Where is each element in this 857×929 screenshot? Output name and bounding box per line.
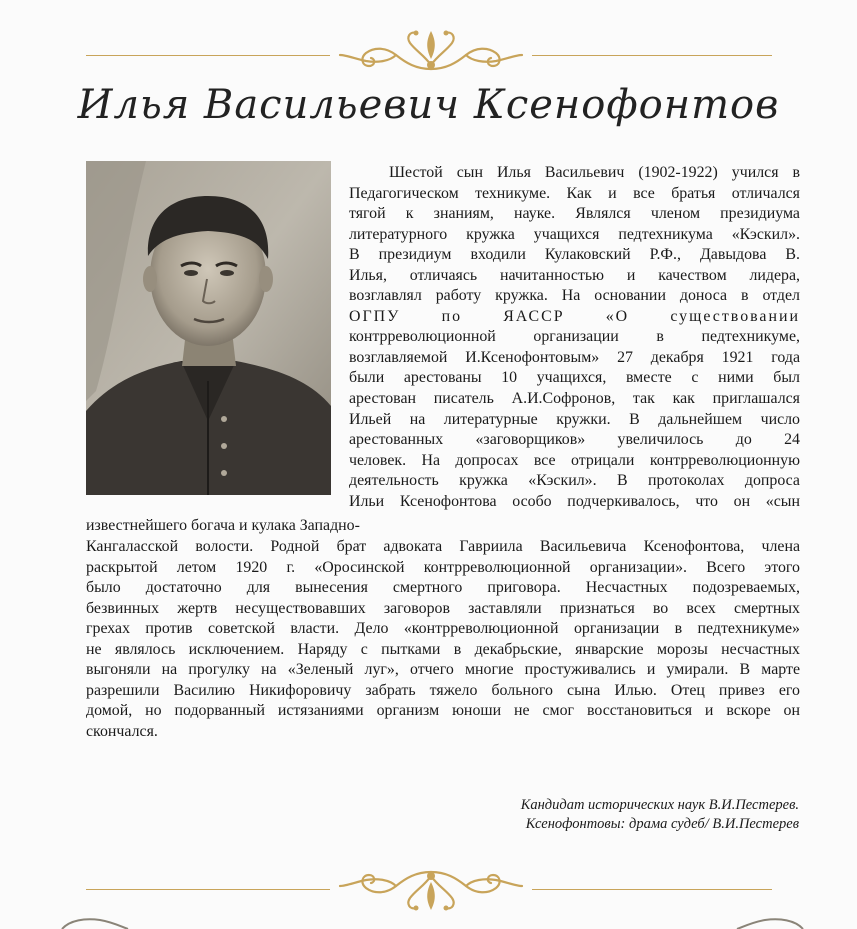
- text-line: возглавлял работу кружка. На основании доноса в отдел: [349, 287, 800, 305]
- text-line: было достаточно для вынесения смертного приговора. Несчастных подозреваемых,: [86, 579, 800, 597]
- text-line: скончался.: [86, 722, 158, 740]
- credit-source: Ксенофонтовы: драма судеб/ В.И.Пестерев: [525, 816, 799, 832]
- text-line: известнейшего богача и кулака Западно-: [86, 517, 360, 534]
- text-line: Илья, отличаясь начитанностью и качеством лидера,: [349, 266, 800, 284]
- text-line: не являлось исключением. Наряду с пытками в декабрьские, январские морозы несчастных: [86, 640, 800, 658]
- text-line: грехах против советской власти. Дело «контрреволюционной организации в педтехникуме»: [86, 620, 800, 638]
- text-line: контрреволюционной организации в педтехникуме,: [349, 328, 800, 346]
- corner-ornament-right-icon: [735, 918, 805, 929]
- text-line: арестован писатель А.И.Софронов, так как приглашался: [349, 390, 800, 408]
- source-credit: [521, 796, 799, 834]
- portrait-photo: [86, 161, 331, 495]
- bottom-rule-right: [532, 889, 772, 890]
- text-line: ОГПУ по ЯАССР «О существовании: [349, 307, 800, 325]
- text-line: деятельность кружка «Кэскил». В протоколах допроса: [349, 472, 800, 490]
- text-line: домой, но подорванный истязаниями организм юноши не смог восстановиться и вскоре он: [86, 702, 800, 720]
- text-line: Ильи Ксенофонтова особо подчеркивалось, что он «сын: [349, 492, 800, 510]
- top-rule-left: [86, 55, 330, 56]
- text-line: тягой к знаниям, науке. Являлся членом президиума: [349, 205, 800, 223]
- text-line: разрешили Василию Никифоровичу забрать тяжело больного сына Илью. Отец привез его: [86, 681, 800, 699]
- top-rule-right: [532, 55, 772, 56]
- text-line: возглавляемой И.Ксенофонтовым» 27 декабря 1921 года: [349, 348, 800, 366]
- credit-author: Кандидат исторических наук В.И.Пестерев.: [520, 797, 799, 813]
- text-line: арестованных «заговорщиков» увеличилось до 24: [349, 431, 800, 449]
- text-line: человек. На допросах все отрицали контрреволюционную: [349, 451, 800, 469]
- corner-ornament-left-icon: [60, 918, 130, 929]
- text-line: Кангаласской волости. Родной брат адвоката Гавриила Васильевича Ксенофонтова, члена: [86, 538, 800, 555]
- text-line: Ильей на литературные кружки. В дальнейшем число: [349, 410, 800, 428]
- body-text-full: [86, 537, 800, 742]
- text-line: были арестованы 10 учащихся, вместе с ними был: [349, 369, 800, 387]
- top-ornament-icon: [336, 25, 526, 75]
- body-text-wrap-line: [86, 516, 486, 537]
- text-line: выгоняли на прогулку на «Зеленый луг», отчего многие простуживались и умирали. В марте: [86, 661, 800, 679]
- text-line: раскрытой летом 1920 г. «Оросинской контрреволюционной организации». Всего этого: [86, 558, 800, 576]
- bottom-rule-left: [86, 889, 330, 890]
- text-line: Педагогическом техникуме. Как и все братья отличался: [349, 184, 800, 202]
- page-title: Илья Васильевич Ксенофонтов: [77, 82, 780, 128]
- text-line: В президиум входили Кулаковский Р.Ф., Давыдова В.: [349, 246, 800, 264]
- text-line: Шестой сын Илья Васильевич (1902-1922) учился в: [389, 164, 800, 181]
- body-text-wrapped: [349, 163, 800, 512]
- text-line: литературного кружка учащихся педтехникума «Кэскил».: [349, 225, 800, 243]
- bottom-ornament-icon: [336, 866, 526, 916]
- text-line: безвинных жертв несуществовавших заговоров заставляли признаться во всех смертных: [86, 599, 800, 617]
